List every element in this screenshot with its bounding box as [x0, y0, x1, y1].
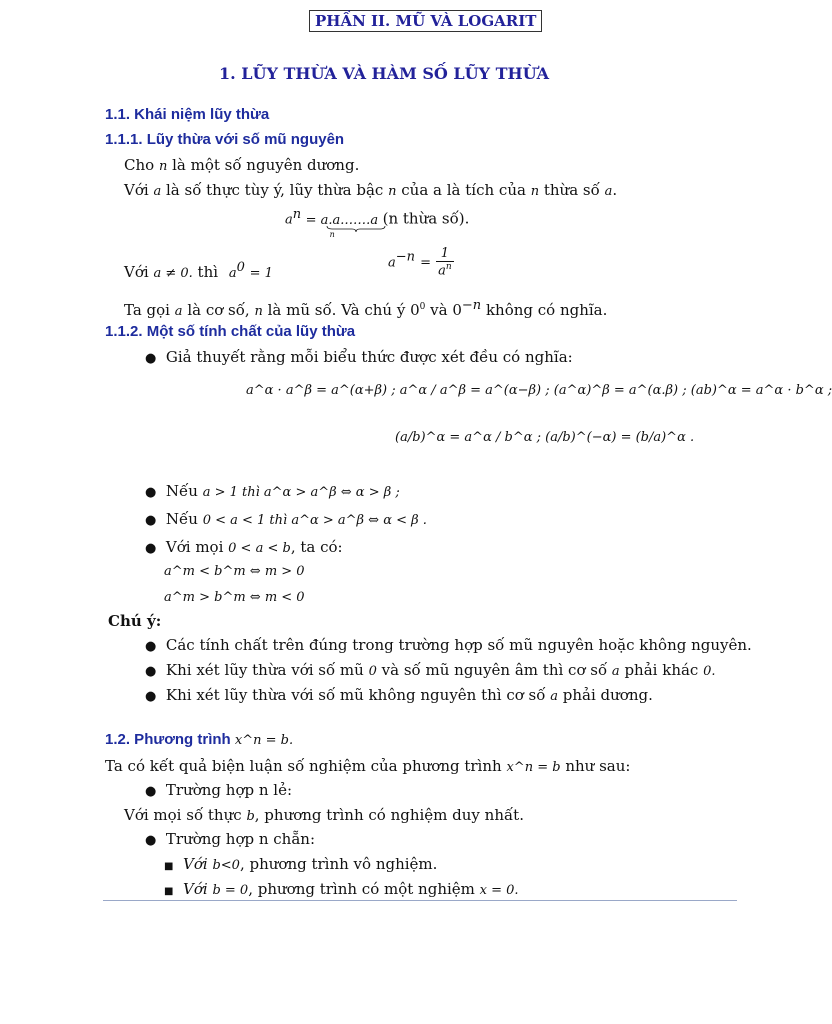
equation-intro: [105, 757, 630, 775]
math: a: [611, 664, 620, 679]
underbrace-group: [305, 212, 379, 239]
math: = a.a.……a: [305, 212, 379, 228]
var-n: n: [158, 159, 168, 174]
bullet-icon: ●: [145, 541, 157, 556]
math: 0: [452, 301, 462, 319]
text: , ta có:: [290, 538, 343, 556]
section-title: 1. LŨY THỪA VÀ HÀM SỐ LŨY THỪA: [218, 64, 550, 83]
text: , phương trình vô nghiệm.: [239, 855, 438, 873]
base-exponent-note: [124, 298, 607, 319]
text: là số thực tùy ý, lũy thừa bậc: [166, 181, 384, 199]
var-a: a: [174, 304, 183, 319]
bullet-assumption: [145, 348, 573, 366]
bullet-a-between-0-1: [145, 510, 427, 528]
text: , phương trình có một nghiệm: [248, 880, 475, 898]
bullet-icon: ●: [145, 784, 157, 799]
heading-1-1: 1.1. Khái niệm lũy thừa: [105, 106, 270, 123]
math: a: [228, 266, 237, 281]
inequality-2: a^m > b^m ⇔ m < 0: [164, 590, 305, 605]
note-item-2: [145, 661, 716, 679]
properties-formula-2: (a/b)^α = a^α / b^α ; (a/b)^(−α) = (b/a)^α .: [395, 430, 695, 445]
case-even: [145, 830, 315, 848]
math: b<0: [212, 858, 240, 873]
zero-power-line: [124, 260, 273, 281]
math: n: [445, 262, 452, 272]
var-a: a: [153, 184, 162, 199]
text: Với: [124, 263, 149, 281]
text: Giả thuyết rằng mỗi biểu thức được xét đều có nghĩa:: [165, 348, 573, 366]
bullet-icon: ●: [145, 833, 157, 848]
math: 0: [419, 302, 426, 312]
bullet-icon: ●: [145, 485, 157, 500]
math: x^n = b: [506, 760, 561, 775]
bullet-icon: ●: [145, 639, 157, 654]
text: phải dương.: [562, 686, 653, 704]
fraction: [436, 246, 454, 278]
text: .: [612, 181, 618, 199]
bullet-compare-bases: [145, 538, 343, 556]
math: −n: [461, 298, 482, 313]
bullet-icon: ●: [145, 513, 157, 528]
bullet-icon: ●: [145, 689, 157, 704]
underbrace-icon: [326, 226, 386, 232]
part-title: PHẦN II. MŨ VÀ LOGARIT: [309, 10, 542, 32]
text: Trường hợp n lẻ:: [165, 781, 293, 799]
var-n: n: [254, 304, 263, 319]
math: = 1: [249, 266, 273, 281]
case-even-sub-2: [164, 880, 519, 898]
case-odd: [145, 781, 292, 799]
text: như sau:: [565, 757, 631, 775]
numerator: 1: [436, 246, 454, 262]
text: Với: [183, 855, 208, 873]
math: x = 0.: [479, 883, 519, 898]
var-n: n: [388, 184, 397, 199]
bottom-divider: [103, 900, 737, 901]
math: a > 1 thì a^α > a^β ⇔ α > β ;: [202, 485, 400, 500]
text: Khi xét lũy thừa với số mũ không nguyên thì cơ số: [165, 686, 546, 704]
text: phải khác: [624, 661, 699, 679]
var-n: n: [530, 184, 540, 199]
case-even-sub-1: [164, 855, 437, 873]
text: và số mũ nguyên âm thì cơ số: [381, 661, 608, 679]
text: thì: [197, 263, 219, 281]
math: n: [292, 207, 302, 222]
square-bullet-icon: ■: [164, 861, 174, 872]
bullet-icon: ●: [145, 351, 157, 366]
math: −n: [395, 249, 416, 265]
text: không có nghĩa.: [485, 301, 608, 319]
underbrace-label: n: [329, 229, 335, 239]
text: 1.2. Phương trình: [105, 731, 231, 748]
math: a: [550, 689, 558, 704]
math: 0: [236, 260, 245, 275]
text: , phương trình có nghiệm duy nhất.: [254, 806, 524, 824]
math: 0: [410, 301, 420, 319]
inequality-1: a^m < b^m ⇔ m > 0: [164, 564, 305, 579]
note-heading: Chú ý:: [108, 612, 162, 630]
text: Các tính chất trên đúng trong trường hợp số mũ nguyên hoặc không nguyên.: [165, 636, 752, 654]
math: 0 < a < b: [228, 541, 291, 556]
heading-1-1-1: 1.1.1. Lũy thừa với số mũ nguyên: [105, 131, 345, 148]
heading-1-2: [105, 731, 293, 748]
math: a ≠ 0.: [153, 266, 193, 281]
text: Ta có kết quả biện luận số nghiệm của phương trình: [105, 757, 502, 775]
bullet-icon: ●: [145, 664, 157, 679]
math: x^n = b.: [234, 733, 294, 748]
text: thừa số: [543, 181, 600, 199]
math: a: [438, 263, 446, 279]
line-cho-n: [124, 156, 359, 174]
text: Với mọi số thực: [124, 806, 242, 824]
text: (n thừa số).: [382, 209, 470, 228]
text: là cơ số,: [187, 301, 250, 319]
var-a: a: [604, 184, 613, 199]
math: a: [285, 212, 293, 228]
text: Nếu: [165, 482, 198, 500]
text: Với: [124, 181, 149, 199]
note-item-3: [145, 686, 653, 704]
bullet-a-greater-1: [145, 482, 400, 500]
math: =: [420, 255, 432, 271]
text: Với: [183, 880, 208, 898]
math: b: [246, 809, 255, 824]
line-voi-a: [124, 181, 617, 199]
square-bullet-icon: ■: [164, 886, 174, 897]
text: Ta gọi: [124, 301, 170, 319]
negative-power-formula: [388, 246, 454, 278]
math: b = 0: [212, 883, 249, 898]
text: Nếu: [165, 510, 198, 528]
text: Khi xét lũy thừa với số mũ: [165, 661, 364, 679]
math: 0: [368, 664, 377, 679]
math: a: [388, 255, 396, 271]
text: của a là tích của: [401, 181, 526, 199]
math: 0 < a < 1 thì a^α > a^β ⇔ α < β .: [202, 513, 427, 528]
text: Cho: [124, 156, 155, 174]
text: là một số nguyên dương.: [172, 156, 360, 174]
text: và: [430, 301, 448, 319]
text: Với mọi: [165, 538, 224, 556]
properties-formula-1: a^α · a^β = a^(α+β) ; a^α / a^β = a^(α−β) ; (a^α)^β = a^(α.β) ; (ab)^α = a^α · b^α ;: [246, 383, 832, 398]
case-odd-detail: [124, 806, 524, 824]
definition-formula: [285, 207, 470, 239]
denominator: [436, 262, 454, 278]
text: là mũ số. Và chú ý: [267, 301, 406, 319]
math: 0.: [703, 664, 716, 679]
heading-1-1-2: 1.1.2. Một số tính chất của lũy thừa: [105, 323, 356, 340]
note-item-1: [145, 636, 752, 654]
text: Trường hợp n chẵn:: [165, 830, 315, 848]
